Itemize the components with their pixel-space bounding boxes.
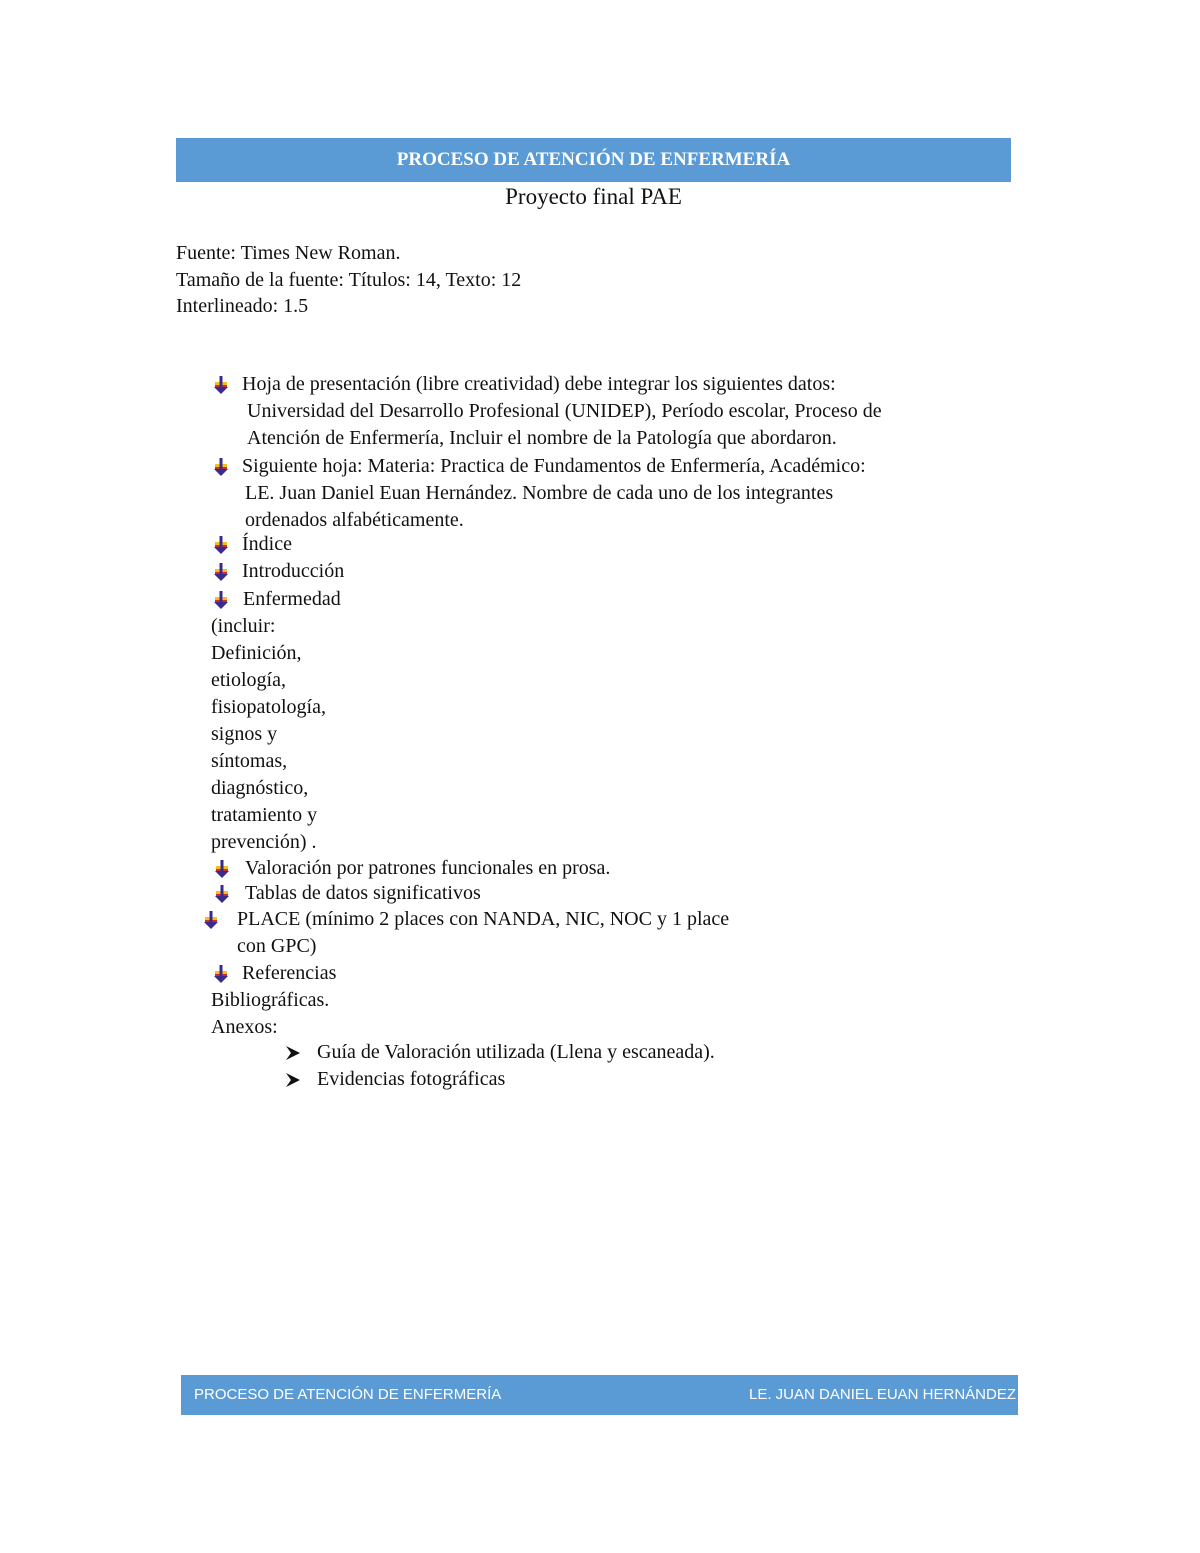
down-arrow-bullet-icon [212,964,230,984]
chevron-right-icon [285,1071,301,1089]
down-arrow-bullet-icon [213,859,231,879]
annex-item: Evidencias fotográficas [317,1068,506,1090]
list-item-detail: (incluir: [211,615,276,637]
down-arrow-bullet-icon [212,562,230,582]
list-item-continuation: LE. Juan Daniel Euan Hernández. Nombre de cada uno de los integrantes [245,482,834,504]
list-item: Tablas de datos significativos [245,882,481,904]
annex-item: Guía de Valoración utilizada (Llena y escaneada). [317,1041,715,1063]
document-title: Proyecto final PAE [505,184,682,209]
list-item-detail: diagnóstico, [211,777,309,799]
list-item: PLACE (mínimo 2 places con NANDA, NIC, NOC y 1 place [237,908,730,930]
list-item-continuation: con GPC) [237,935,317,957]
footer-right: LE. JUAN DANIEL EUAN HERNÁNDEZ [749,1386,1016,1403]
list-item-continuation: Universidad del Desarrollo Profesional (UNIDEP), Período escolar, Proceso de [247,400,882,422]
list-item: Referencias [242,962,337,984]
list-item: Índice [242,533,292,555]
header-bar [176,138,1011,182]
list-item-continuation: ordenados alfabéticamente. [245,509,464,531]
list-item: Hoja de presentación (libre creatividad) debe integrar los siguientes datos: [242,373,836,395]
size-line: Tamaño de la fuente: Títulos: 14, Texto: 12 [176,268,522,291]
list-item-detail: Definición, [211,642,302,664]
list-item-detail: fisiopatología, [211,696,326,718]
footer-bar [181,1375,1018,1415]
down-arrow-bullet-icon [202,910,220,930]
chevron-right-icon [285,1044,301,1062]
font-line: Fuente: Times New Roman. [176,242,401,264]
spacing-line: Interlineado: 1.5 [176,295,309,317]
down-arrow-bullet-icon [213,884,231,904]
list-item-detail: Anexos: [211,1016,278,1038]
list-item: Siguiente hoja: Materia: Practica de Fundamentos de Enfermería, Académico: [242,455,866,477]
list-item-detail: etiología, [211,669,286,691]
down-arrow-bullet-icon [212,590,230,610]
list-item-detail: tratamiento y [211,804,318,826]
down-arrow-bullet-icon [212,457,230,477]
list-item-detail: síntomas, [211,750,288,772]
header-title: PROCESO DE ATENCIÓN DE ENFERMERÍA [396,149,791,170]
list-item: Introducción [242,560,345,582]
list-item: Valoración por patrones funcionales en prosa. [245,857,611,879]
list-item: Enfermedad [243,588,341,610]
footer-left: PROCESO DE ATENCIÓN DE ENFERMERÍA [194,1386,502,1403]
list-item-detail: prevención) . [211,831,317,853]
list-item-detail: signos y [211,723,278,745]
down-arrow-bullet-icon [212,375,230,395]
list-item-continuation: Atención de Enfermería, Incluir el nombre de la Patología que abordaron. [247,427,837,449]
down-arrow-bullet-icon [212,535,230,555]
format-info [176,240,521,320]
list-item-detail: Bibliográficas. [211,989,330,1011]
